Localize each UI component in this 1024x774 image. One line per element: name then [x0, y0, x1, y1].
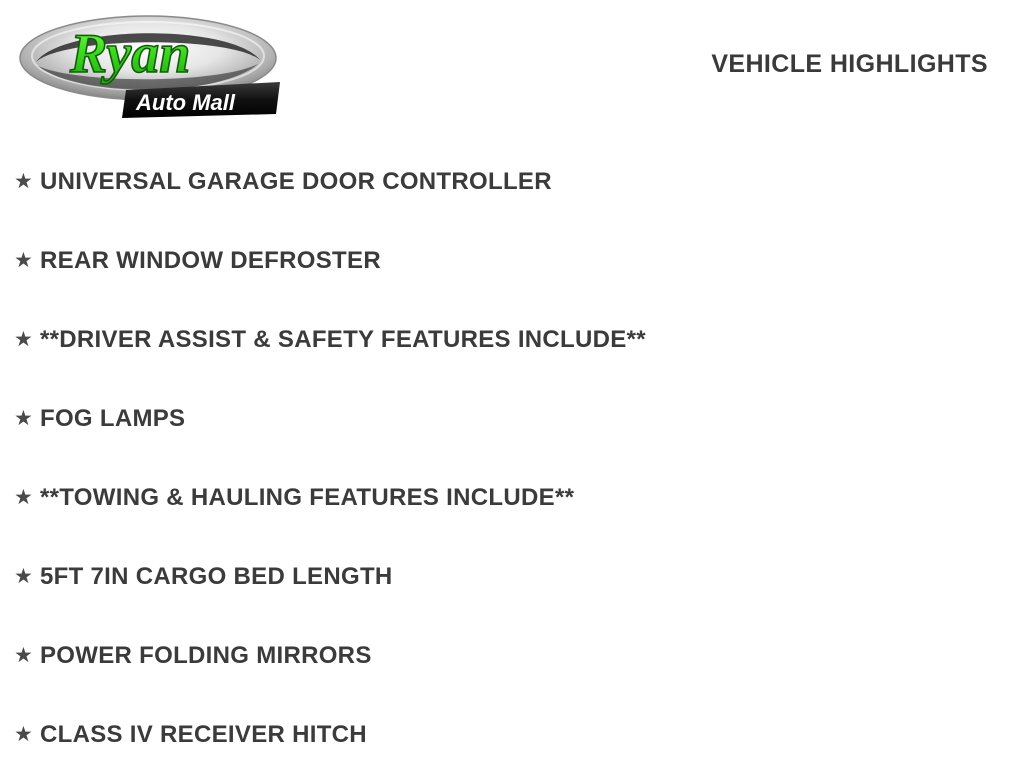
star-icon: ★ — [14, 407, 33, 430]
list-item-label: CLASS IV RECEIVER HITCH — [40, 720, 367, 748]
vehicle-highlights-list — [0, 142, 1024, 774]
list-item-label: **TOWING & HAULING FEATURES INCLUDE** — [40, 483, 575, 511]
list-item-label: FOG LAMPS — [40, 404, 186, 432]
svg-text:Ryan: Ryan — [70, 23, 191, 85]
list-item — [0, 537, 1024, 616]
list-item-label: REAR WINDOW DEFROSTER — [40, 246, 381, 274]
list-item — [0, 221, 1024, 300]
star-icon: ★ — [14, 723, 33, 746]
star-icon: ★ — [14, 170, 33, 193]
page-title: VEHICLE HIGHLIGHTS — [711, 50, 988, 78]
svg-text:Auto Mall: Auto Mall — [136, 90, 235, 115]
list-item — [0, 695, 1024, 774]
star-icon: ★ — [14, 644, 33, 667]
star-icon: ★ — [14, 328, 33, 351]
ryan-auto-mall-logo — [18, 10, 288, 122]
list-item-label: 5FT 7IN CARGO BED LENGTH — [40, 562, 393, 590]
star-icon: ★ — [14, 565, 33, 588]
list-item — [0, 616, 1024, 695]
star-icon: ★ — [14, 249, 33, 272]
list-item — [0, 458, 1024, 537]
page-header — [0, 0, 1024, 130]
list-item-label: POWER FOLDING MIRRORS — [40, 641, 372, 669]
list-item-label: **DRIVER ASSIST & SAFETY FEATURES INCLUDE** — [40, 325, 646, 353]
list-item — [0, 379, 1024, 458]
list-item-label: UNIVERSAL GARAGE DOOR CONTROLLER — [40, 167, 552, 195]
list-item — [0, 300, 1024, 379]
list-item — [0, 142, 1024, 221]
star-icon: ★ — [14, 486, 33, 509]
